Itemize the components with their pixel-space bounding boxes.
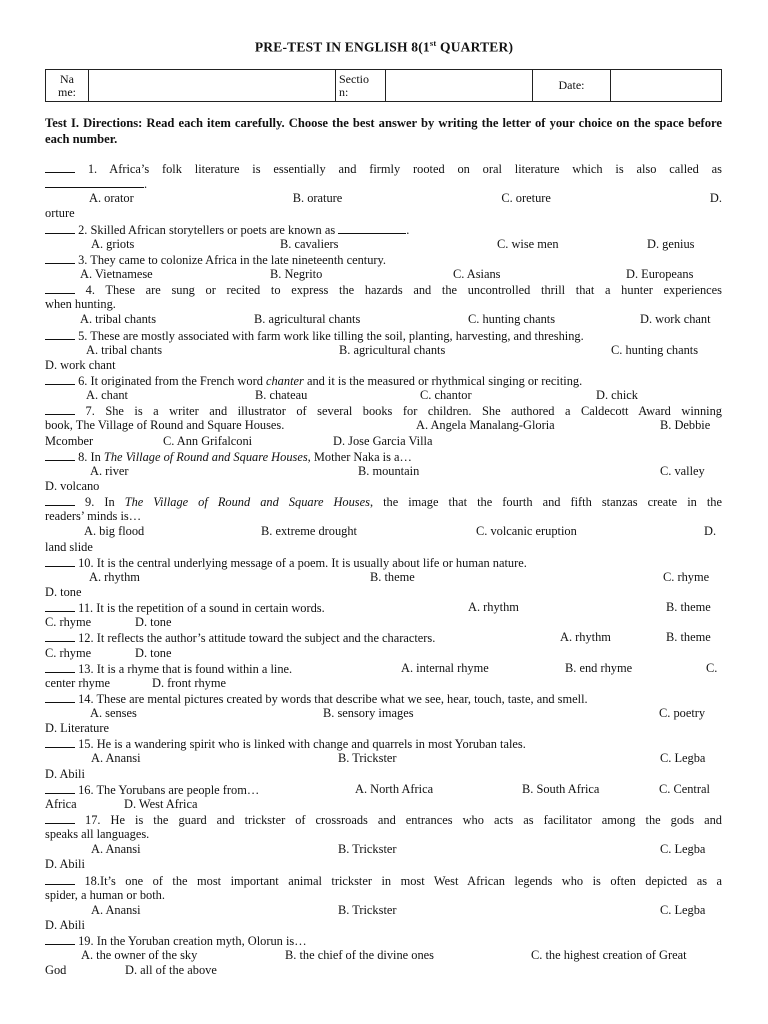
answer-blank[interactable] xyxy=(45,873,75,885)
option-d-text: D. tone xyxy=(45,584,82,599)
question-19-line-3: God D. all of the above xyxy=(45,963,217,978)
question-list xyxy=(45,161,722,979)
option-d[interactable]: D. chick xyxy=(596,388,638,403)
answer-blank[interactable] xyxy=(45,494,75,506)
option-c[interactable]: C. oreture xyxy=(501,191,551,206)
answer-blank[interactable] xyxy=(45,933,75,945)
fill-in-blank[interactable] xyxy=(338,222,406,234)
option-a[interactable]: A. Vietnamese xyxy=(80,266,153,281)
option-c[interactable]: C. Central xyxy=(659,781,710,796)
question-11-line-2 xyxy=(45,615,722,630)
option-c[interactable]: C. xyxy=(706,660,718,675)
date-field[interactable] xyxy=(611,70,722,102)
question-7: 7. She is a writer and illustrator of several books for children. She authored a Caldecott Award winning xyxy=(45,403,722,418)
option-b[interactable]: B. agricultural chants xyxy=(254,312,361,327)
question-17: 17. He is the guard and trickster of crossroads and entrances who acts as facilitator among the gods and xyxy=(45,812,722,827)
option-c[interactable]: C. rhyme xyxy=(45,645,92,660)
option-c[interactable]: C. rhyme xyxy=(45,615,92,630)
section-label: Sectio n: xyxy=(336,70,386,102)
option-c[interactable]: C. Legba xyxy=(660,842,706,857)
page-title xyxy=(0,38,768,56)
question-10: 10. It is the central underlying message of a poem. It is usually about life or human nature. xyxy=(45,555,722,570)
question-4-options xyxy=(45,312,722,327)
option-b[interactable]: B. extreme drought xyxy=(261,524,358,539)
question-14-options xyxy=(45,706,722,721)
option-c[interactable]: C. wise men xyxy=(497,236,559,251)
answer-blank[interactable] xyxy=(45,736,75,748)
option-b[interactable]: B. South Africa xyxy=(522,781,600,796)
option-a[interactable]: A. Anansi xyxy=(91,902,141,917)
title-text-end: QUARTER) xyxy=(436,39,514,55)
name-field[interactable] xyxy=(89,70,336,102)
option-d[interactable]: D. all of the above xyxy=(125,963,217,978)
question-8: 8. In The Village of Round and Square Houses, Mother Naka is a… xyxy=(45,449,722,464)
question-15: 15. He is a wandering spirit who is linked with change and quarrels in most Yoruban tales. xyxy=(45,736,722,751)
option-a[interactable]: A. internal rhyme xyxy=(401,660,489,675)
option-b[interactable]: B. Trickster xyxy=(338,751,397,766)
option-a[interactable]: A. griots xyxy=(91,236,135,251)
option-c[interactable]: C. Legba xyxy=(660,751,706,766)
option-a[interactable]: A. chant xyxy=(86,388,128,403)
option-a[interactable]: A. river xyxy=(90,463,129,478)
question-1-blank-line: . xyxy=(45,176,722,191)
answer-blank[interactable] xyxy=(45,222,75,234)
question-6: 6. It originated from the French word chanter and it is the measured or rhythmical singing or reciting. xyxy=(45,373,722,388)
option-d-text: orture xyxy=(45,206,75,221)
section-field[interactable] xyxy=(386,70,533,102)
answer-blank[interactable] xyxy=(45,661,75,673)
question-7-line-2: book, The Village of Round and Square Houses. A. Angela Manalang-Gloria B. Debbie xyxy=(45,418,711,433)
answer-blank[interactable] xyxy=(45,630,75,642)
option-b[interactable]: B. Debbie xyxy=(660,418,711,433)
option-b[interactable]: B. theme xyxy=(666,630,711,645)
answer-blank[interactable] xyxy=(45,373,75,385)
option-b[interactable]: B. Trickster xyxy=(338,902,397,917)
option-d-text: land slide xyxy=(45,539,93,554)
option-b[interactable]: B. the chief of the divine ones xyxy=(285,948,434,963)
question-7-line-3: Mcomber C. Ann Grifalconi D. Jose Garcia Villa xyxy=(45,433,433,448)
option-d-text: D. work chant xyxy=(45,357,116,372)
question-16: 16. The Yorubans are people from… A. North Africa B. South Africa C. Central xyxy=(45,782,722,797)
option-b[interactable]: B. mountain xyxy=(358,463,420,478)
question-12: 12. It reflects the author’s attitude toward the subject and the characters. A. rhythm B. theme xyxy=(45,630,722,645)
question-19-options xyxy=(45,948,722,963)
question-3-options xyxy=(45,267,722,282)
question-16-line-2: Africa D. West Africa xyxy=(45,796,198,811)
question-17-line-2: speaks all languages. xyxy=(45,827,150,842)
option-a[interactable]: A. North Africa xyxy=(355,781,434,796)
question-1: 1. Africa’s folk literature is essentially and firmly rooted on oral literature which is also called as xyxy=(45,161,722,176)
option-b[interactable]: B. end rhyme xyxy=(565,660,633,675)
question-1-options xyxy=(45,191,722,206)
option-b[interactable]: B. cavaliers xyxy=(280,236,339,251)
option-d[interactable]: D. tone xyxy=(135,645,172,660)
question-8-options xyxy=(45,464,722,479)
option-c[interactable]: C. chantor xyxy=(420,388,472,403)
question-19: 19. In the Yoruban creation myth, Olorun is… xyxy=(45,933,722,948)
question-6-options xyxy=(45,388,722,403)
fill-in-blank[interactable] xyxy=(45,176,144,188)
answer-blank[interactable] xyxy=(45,403,75,415)
answer-blank[interactable] xyxy=(45,449,75,461)
option-d[interactable]: D. West Africa xyxy=(124,796,198,811)
answer-blank[interactable] xyxy=(45,600,75,612)
question-10-options xyxy=(45,570,722,585)
option-a[interactable]: A. orator xyxy=(89,191,134,206)
question-3: 3. They came to colonize Africa in the late nineteenth century. xyxy=(45,252,722,267)
option-c[interactable]: C. Asians xyxy=(453,266,501,281)
option-b[interactable]: B. theme xyxy=(370,569,415,584)
option-c[interactable]: C. poetry xyxy=(659,706,706,721)
answer-blank[interactable] xyxy=(45,252,75,264)
answer-blank[interactable] xyxy=(45,282,75,294)
title-text: PRE-TEST IN ENGLISH 8(1 xyxy=(254,39,430,55)
name-label: Na me: xyxy=(46,70,89,102)
option-a[interactable]: A. tribal chants xyxy=(80,312,157,327)
answer-blank[interactable] xyxy=(45,691,75,703)
option-c[interactable]: C. valley xyxy=(660,463,705,478)
option-b[interactable]: B. chateau xyxy=(255,388,308,403)
question-5: 5. These are mostly associated with farm work like tilling the soil, planting, harvesting, and threshing. xyxy=(45,328,722,343)
question-11: 11. It is the repetition of a sound in certain words. A. rhythm B. theme xyxy=(45,600,722,615)
option-b[interactable]: B. orature xyxy=(292,191,343,206)
question-9-line-2: readers’ minds is… xyxy=(45,509,142,524)
question-9-options xyxy=(45,524,722,539)
option-c[interactable]: C. volcanic eruption xyxy=(476,524,577,539)
test-directions: Test I. Directions: Read each item carefully. Choose the best answer by writing the letter of your choice on the space before each number. xyxy=(45,116,722,146)
option-c[interactable]: C. the highest creation of Great xyxy=(531,948,687,963)
answer-blank[interactable] xyxy=(45,328,75,340)
option-b[interactable]: B. agricultural chants xyxy=(339,342,446,357)
question-14: 14. These are mental pictures created by words that describe what we see, hear, touch, taste, and smell. xyxy=(45,691,722,706)
option-b[interactable]: B. sensory images xyxy=(323,706,414,721)
option-d[interactable]: D. genius xyxy=(647,236,695,251)
option-a[interactable]: A. Anansi xyxy=(91,842,141,857)
option-d-text: D. Abili xyxy=(45,918,85,933)
option-d[interactable]: D. xyxy=(709,191,722,206)
answer-blank[interactable] xyxy=(45,782,75,794)
answer-blank[interactable] xyxy=(45,812,75,824)
option-a[interactable]: A. rhythm xyxy=(89,569,140,584)
option-d-text: D. volcano xyxy=(45,478,100,493)
option-d-text: D. Abili xyxy=(45,766,85,781)
option-a[interactable]: A. rhythm xyxy=(560,630,611,645)
question-18-options xyxy=(45,903,722,918)
option-d[interactable]: D. xyxy=(704,524,717,539)
question-15-options xyxy=(45,751,722,766)
option-c[interactable]: C. hunting chants xyxy=(468,312,556,327)
option-a[interactable]: A. tribal chants xyxy=(86,342,163,357)
question-2-options xyxy=(45,237,722,252)
option-a[interactable]: A. rhythm xyxy=(468,600,519,615)
option-a[interactable]: A. the owner of the sky xyxy=(81,948,198,963)
question-2: 2. Skilled African storytellers or poets are known as . xyxy=(45,222,722,237)
question-9: 9. In The Village of Round and Square Houses, the image that the fourth and fifth stanzas create in the xyxy=(45,494,722,509)
question-5-options xyxy=(45,343,722,358)
question-4: 4. These are sung or recited to express the hazards and the uncontrolled thrill that a hunter experiences xyxy=(45,282,722,297)
question-13: 13. It is a rhyme that is found within a line. A. internal rhyme B. end rhyme C. xyxy=(45,661,722,676)
option-a[interactable]: A. Anansi xyxy=(91,751,141,766)
option-d[interactable]: D. work chant xyxy=(640,312,711,327)
option-d[interactable]: D. Jose Garcia Villa xyxy=(333,433,433,448)
student-info-table xyxy=(45,69,722,102)
question-13-line-2: center rhyme D. front rhyme xyxy=(45,675,226,690)
option-d[interactable]: D. front rhyme xyxy=(152,675,226,690)
option-c[interactable]: C. Ann Grifalconi xyxy=(163,433,253,448)
option-d[interactable]: D. tone xyxy=(135,615,172,630)
option-b[interactable]: B. Trickster xyxy=(338,842,397,857)
option-a[interactable]: A. Angela Manalang-Gloria xyxy=(416,418,555,433)
question-18-line-2: spider, a human or both. xyxy=(45,887,165,902)
answer-blank[interactable] xyxy=(45,555,75,567)
question-4-line-2: when hunting. xyxy=(45,297,116,312)
option-d[interactable]: D. Europeans xyxy=(626,266,694,281)
option-c[interactable]: C. Legba xyxy=(660,902,706,917)
answer-blank[interactable] xyxy=(45,161,75,173)
option-d-text: D. Abili xyxy=(45,857,85,872)
question-12-line-2 xyxy=(45,646,722,661)
date-label: Date: xyxy=(533,70,611,102)
option-d-text: D. Literature xyxy=(45,721,109,736)
option-c[interactable]: C. hunting chants xyxy=(611,342,699,357)
option-b[interactable]: B. theme xyxy=(666,600,711,615)
option-a[interactable]: A. big flood xyxy=(84,524,145,539)
question-18: 18.It’s one of the most important animal trickster in most West African legends who is often depicted as a xyxy=(45,873,722,888)
question-17-options xyxy=(45,842,722,857)
option-c[interactable]: C. rhyme xyxy=(663,569,710,584)
option-b[interactable]: B. Negrito xyxy=(270,266,323,281)
option-a[interactable]: A. senses xyxy=(90,706,137,721)
title-superscript: st xyxy=(429,38,437,48)
